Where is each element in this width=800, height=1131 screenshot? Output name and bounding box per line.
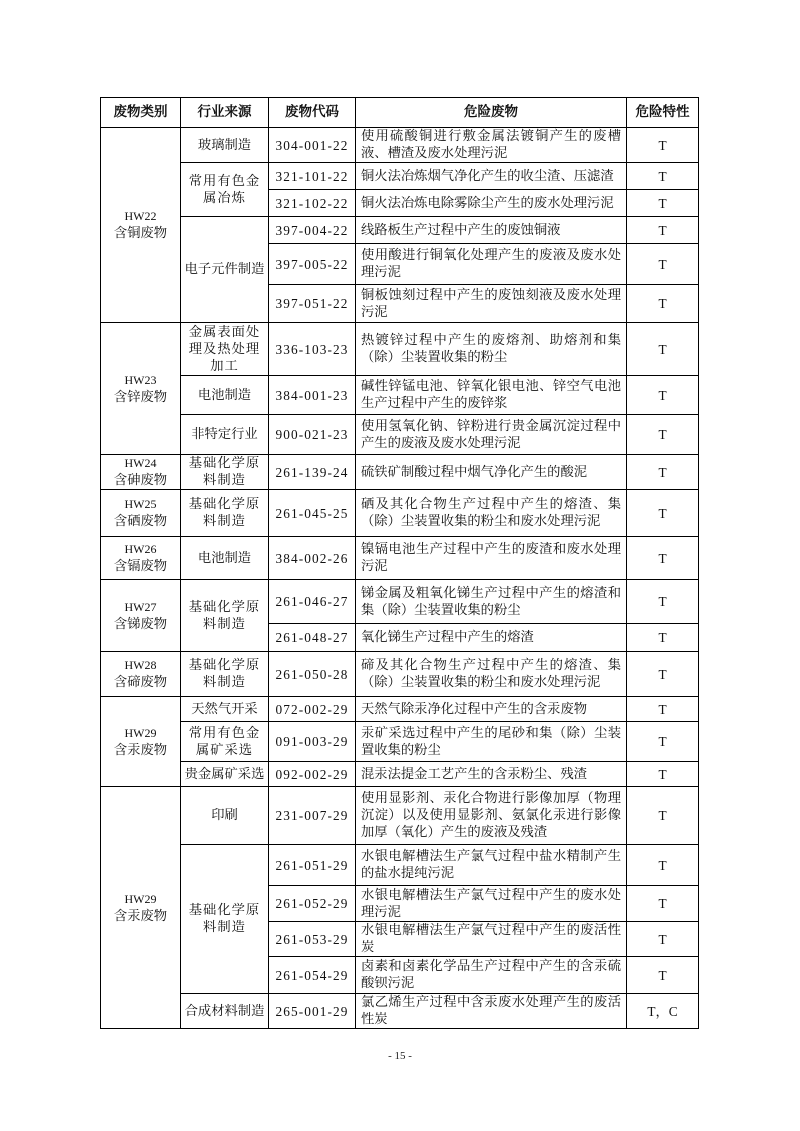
waste-code-cell: 265-001-29 bbox=[269, 994, 356, 1029]
industry-source-cell bbox=[181, 415, 269, 455]
hazardous-waste-cell: 汞矿采选过程中产生的尾砂和集（除）尘装置收集的粉尘 bbox=[356, 722, 627, 762]
industry-source-cell bbox=[181, 845, 269, 994]
industry-source-label: 基础化学原料制造 bbox=[188, 658, 261, 690]
table-row bbox=[101, 217, 699, 244]
industry-source-label: 基础化学原料制造 bbox=[188, 903, 261, 935]
category-cell bbox=[101, 128, 181, 323]
hazard-characteristic-cell: T bbox=[627, 762, 699, 787]
hazardous-waste-cell: 使用硫酸铜进行敷金属法镀铜产生的废槽液、槽渣及废水处理污泥 bbox=[356, 128, 627, 163]
waste-code-cell: 397-005-22 bbox=[269, 244, 356, 285]
header-waste-category: 废物类别 bbox=[101, 98, 181, 128]
category-name: 含锑废物 bbox=[113, 616, 168, 632]
industry-source-cell bbox=[181, 787, 269, 845]
hazardous-waste-cell: 混汞法提金工艺产生的含汞粉尘、残渣 bbox=[356, 762, 627, 787]
waste-code-cell: 384-002-26 bbox=[269, 537, 356, 580]
hazard-characteristic-cell: T bbox=[627, 163, 699, 190]
industry-source-cell bbox=[181, 580, 269, 652]
header-row bbox=[101, 98, 699, 128]
industry-source-label: 常用有色金属冶炼 bbox=[188, 173, 261, 206]
industry-source-label: 天然气开采 bbox=[191, 701, 258, 717]
hazard-characteristic-cell: T bbox=[627, 415, 699, 455]
hazardous-waste-cell: 水银电解槽法生产氯气过程中盐水精制产生的盐水提纯污泥 bbox=[356, 845, 627, 886]
waste-code-cell: 321-102-22 bbox=[269, 190, 356, 217]
hazardous-waste-cell: 使用酸进行铜氧化处理产生的废液及废水处理污泥 bbox=[356, 244, 627, 285]
table-row bbox=[101, 376, 699, 415]
waste-code-cell: 384-001-23 bbox=[269, 376, 356, 415]
hazardous-waste-cell: 硫铁矿制酸过程中烟气净化产生的酸泥 bbox=[356, 455, 627, 490]
hazard-characteristic-cell: T bbox=[627, 190, 699, 217]
waste-code-cell: 304-001-22 bbox=[269, 128, 356, 163]
hazard-characteristic-cell: T bbox=[627, 886, 699, 922]
hazardous-waste-cell: 卤素和卤素化学品生产过程中产生的含汞硫酸钡污泥 bbox=[356, 957, 627, 994]
hazard-characteristic-cell: T bbox=[627, 652, 699, 697]
hazard-characteristic-cell: T bbox=[627, 455, 699, 490]
category-cell bbox=[101, 455, 181, 490]
waste-code-cell: 092-002-29 bbox=[269, 762, 356, 787]
header-hazardous-waste: 危险废物 bbox=[356, 98, 627, 128]
industry-source-label: 基础化学原料制造 bbox=[188, 456, 261, 488]
industry-source-cell bbox=[181, 128, 269, 163]
industry-source-cell bbox=[181, 490, 269, 537]
waste-code-cell: 261-046-27 bbox=[269, 580, 356, 624]
industry-source-label: 玻璃制造 bbox=[197, 137, 252, 153]
hazard-characteristic-cell: T bbox=[627, 787, 699, 845]
category-code: HW26 bbox=[124, 542, 157, 556]
category-name: 含锌废物 bbox=[113, 389, 168, 405]
industry-source-cell bbox=[181, 217, 269, 323]
table-row bbox=[101, 722, 699, 762]
hazard-characteristic-cell: T bbox=[627, 323, 699, 376]
header-waste-code: 废物代码 bbox=[269, 98, 356, 128]
table-row bbox=[101, 697, 699, 722]
hazardous-waste-table bbox=[100, 97, 699, 1029]
hazard-characteristic-cell: T bbox=[627, 128, 699, 163]
industry-source-label: 基础化学原料制造 bbox=[188, 599, 261, 632]
category-cell bbox=[101, 323, 181, 455]
waste-code-cell: 231-007-29 bbox=[269, 787, 356, 845]
category-name: 含碲废物 bbox=[113, 675, 168, 690]
category-name: 含镉废物 bbox=[113, 559, 168, 574]
industry-source-label: 印刷 bbox=[211, 808, 238, 823]
waste-code-cell: 261-139-24 bbox=[269, 455, 356, 490]
category-code: HW23 bbox=[124, 372, 157, 387]
industry-source-label: 贵金属矿采选 bbox=[184, 766, 265, 782]
industry-source-cell bbox=[181, 455, 269, 490]
page-number: - 15 - bbox=[388, 1050, 412, 1062]
table-row bbox=[101, 762, 699, 787]
industry-source-cell bbox=[181, 323, 269, 376]
hazardous-waste-cell: 铜火法冶炼电除雾除尘产生的废水处理污泥 bbox=[356, 190, 627, 217]
hazard-characteristic-cell: T bbox=[627, 624, 699, 652]
category-code: HW29 bbox=[124, 891, 157, 906]
category-name: 含铜废物 bbox=[113, 226, 168, 241]
category-code: HW22 bbox=[124, 209, 157, 223]
table-row bbox=[101, 652, 699, 697]
table-row bbox=[101, 537, 699, 580]
industry-source-label: 电池制造 bbox=[197, 387, 252, 403]
industry-source-cell bbox=[181, 722, 269, 762]
category-name: 含汞废物 bbox=[113, 742, 168, 758]
category-name: 含砷废物 bbox=[113, 473, 168, 488]
waste-code-cell: 397-051-22 bbox=[269, 285, 356, 323]
hazard-characteristic-cell: T bbox=[627, 957, 699, 994]
header-hazard-characteristic: 危险特性 bbox=[627, 98, 699, 128]
hazard-characteristic-cell: T bbox=[627, 285, 699, 323]
hazard-characteristic-cell: T bbox=[627, 376, 699, 415]
industry-source-cell bbox=[181, 537, 269, 580]
waste-code-cell: 336-103-23 bbox=[269, 323, 356, 376]
table-row bbox=[101, 323, 699, 376]
hazard-characteristic-cell: T bbox=[627, 845, 699, 886]
hazardous-waste-cell: 水银电解槽法生产氯气过程中产生的废活性炭 bbox=[356, 922, 627, 957]
table-row bbox=[101, 490, 699, 537]
hazardous-waste-cell: 铜板蚀刻过程中产生的废蚀刻液及废水处理污泥 bbox=[356, 285, 627, 323]
hazard-characteristic-cell: T bbox=[627, 922, 699, 957]
industry-source-cell bbox=[181, 163, 269, 217]
category-cell bbox=[101, 490, 181, 537]
table-row bbox=[101, 580, 699, 624]
hazardous-waste-cell: 氯乙烯生产过程中含汞废水处理产生的废活性炭 bbox=[356, 994, 627, 1029]
hazard-characteristic-cell: T bbox=[627, 697, 699, 722]
hazard-characteristic-cell: T bbox=[627, 490, 699, 537]
hazardous-waste-cell: 锑金属及粗氧化锑生产过程中产生的熔渣和集（除）尘装置收集的粉尘 bbox=[356, 580, 627, 624]
table-row bbox=[101, 163, 699, 190]
table-row bbox=[101, 787, 699, 845]
category-cell bbox=[101, 697, 181, 787]
table-row bbox=[101, 994, 699, 1029]
hazardous-waste-cell: 热镀锌过程中产生的废熔剂、助熔剂和集（除）尘装置收集的粉尘 bbox=[356, 323, 627, 376]
hazardous-waste-cell: 氧化锑生产过程中产生的熔渣 bbox=[356, 624, 627, 652]
hazard-characteristic-cell: T bbox=[627, 537, 699, 580]
waste-code-cell: 321-101-22 bbox=[269, 163, 356, 190]
industry-source-cell bbox=[181, 652, 269, 697]
hazard-characteristic-cell: T bbox=[627, 580, 699, 624]
category-code: HW29 bbox=[124, 725, 157, 740]
table-row bbox=[101, 415, 699, 455]
waste-code-cell: 261-051-29 bbox=[269, 845, 356, 886]
waste-code-cell: 091-003-29 bbox=[269, 722, 356, 762]
category-name: 含汞废物 bbox=[113, 908, 168, 924]
table-header bbox=[101, 98, 699, 128]
waste-code-cell: 261-050-28 bbox=[269, 652, 356, 697]
table-row bbox=[101, 455, 699, 490]
table-body bbox=[101, 128, 699, 1029]
waste-code-cell: 397-004-22 bbox=[269, 217, 356, 244]
industry-source-label: 金属表面处理及热处理加工 bbox=[188, 324, 261, 374]
category-name: 含硒废物 bbox=[113, 514, 168, 529]
industry-source-label: 基础化学原料制造 bbox=[188, 497, 261, 529]
waste-code-cell: 261-054-29 bbox=[269, 957, 356, 994]
table-row bbox=[101, 845, 699, 886]
hazard-characteristic-cell: T bbox=[627, 244, 699, 285]
hazardous-waste-cell: 天然气除汞净化过程中产生的含汞废物 bbox=[356, 697, 627, 722]
hazardous-waste-cell: 线路板生产过程中产生的废蚀铜液 bbox=[356, 217, 627, 244]
category-code: HW27 bbox=[124, 599, 157, 614]
hazardous-waste-cell: 碱性锌锰电池、锌氧化银电池、锌空气电池生产过程中产生的废锌浆 bbox=[356, 376, 627, 415]
waste-code-cell: 072-002-29 bbox=[269, 697, 356, 722]
waste-code-cell: 261-045-25 bbox=[269, 490, 356, 537]
industry-source-label: 合成材料制造 bbox=[184, 1003, 265, 1019]
header-industry-source: 行业来源 bbox=[181, 98, 269, 128]
category-code: HW25 bbox=[124, 497, 157, 511]
waste-code-cell: 261-052-29 bbox=[269, 886, 356, 922]
category-cell bbox=[101, 652, 181, 697]
hazard-characteristic-cell: T，C bbox=[627, 994, 699, 1029]
industry-source-cell bbox=[181, 376, 269, 415]
hazardous-waste-cell: 使用显影剂、汞化合物进行影像加厚（物理沉淀）以及使用显影剂、氨氯化汞进行影像加厚（氧化）产生的废液及残渣 bbox=[356, 787, 627, 845]
hazardous-waste-cell: 镍镉电池生产过程中产生的废渣和废水处理污泥 bbox=[356, 537, 627, 580]
industry-source-label: 电子元件制造 bbox=[184, 262, 265, 277]
industry-source-label: 常用有色金属矿采选 bbox=[188, 725, 261, 758]
hazardous-waste-cell: 铜火法冶炼烟气净化产生的收尘渣、压滤渣 bbox=[356, 163, 627, 190]
hazardous-waste-cell: 水银电解槽法生产氯气过程中产生的废水处理污泥 bbox=[356, 886, 627, 922]
category-cell bbox=[101, 787, 181, 1029]
industry-source-label: 非特定行业 bbox=[191, 427, 258, 442]
waste-code-cell: 261-053-29 bbox=[269, 922, 356, 957]
category-cell bbox=[101, 580, 181, 652]
waste-code-cell: 261-048-27 bbox=[269, 624, 356, 652]
waste-code-cell: 900-021-23 bbox=[269, 415, 356, 455]
hazardous-waste-cell: 碲及其化合物生产过程中产生的熔渣、集（除）尘装置收集的粉尘和废水处理污泥 bbox=[356, 652, 627, 697]
hazard-characteristic-cell: T bbox=[627, 217, 699, 244]
industry-source-label: 电池制造 bbox=[197, 550, 252, 566]
category-code: HW24 bbox=[124, 456, 157, 470]
hazardous-waste-cell: 使用氢氧化钠、锌粉进行贵金属沉淀过程中产生的废液及废水处理污泥 bbox=[356, 415, 627, 455]
hazardous-waste-cell: 硒及其化合物生产过程中产生的熔渣、集（除）尘装置收集的粉尘和废水处理污泥 bbox=[356, 490, 627, 537]
hazard-characteristic-cell: T bbox=[627, 722, 699, 762]
industry-source-cell bbox=[181, 762, 269, 787]
industry-source-cell bbox=[181, 994, 269, 1029]
category-code: HW28 bbox=[124, 658, 157, 672]
category-cell bbox=[101, 537, 181, 580]
industry-source-cell bbox=[181, 697, 269, 722]
table-row bbox=[101, 128, 699, 163]
